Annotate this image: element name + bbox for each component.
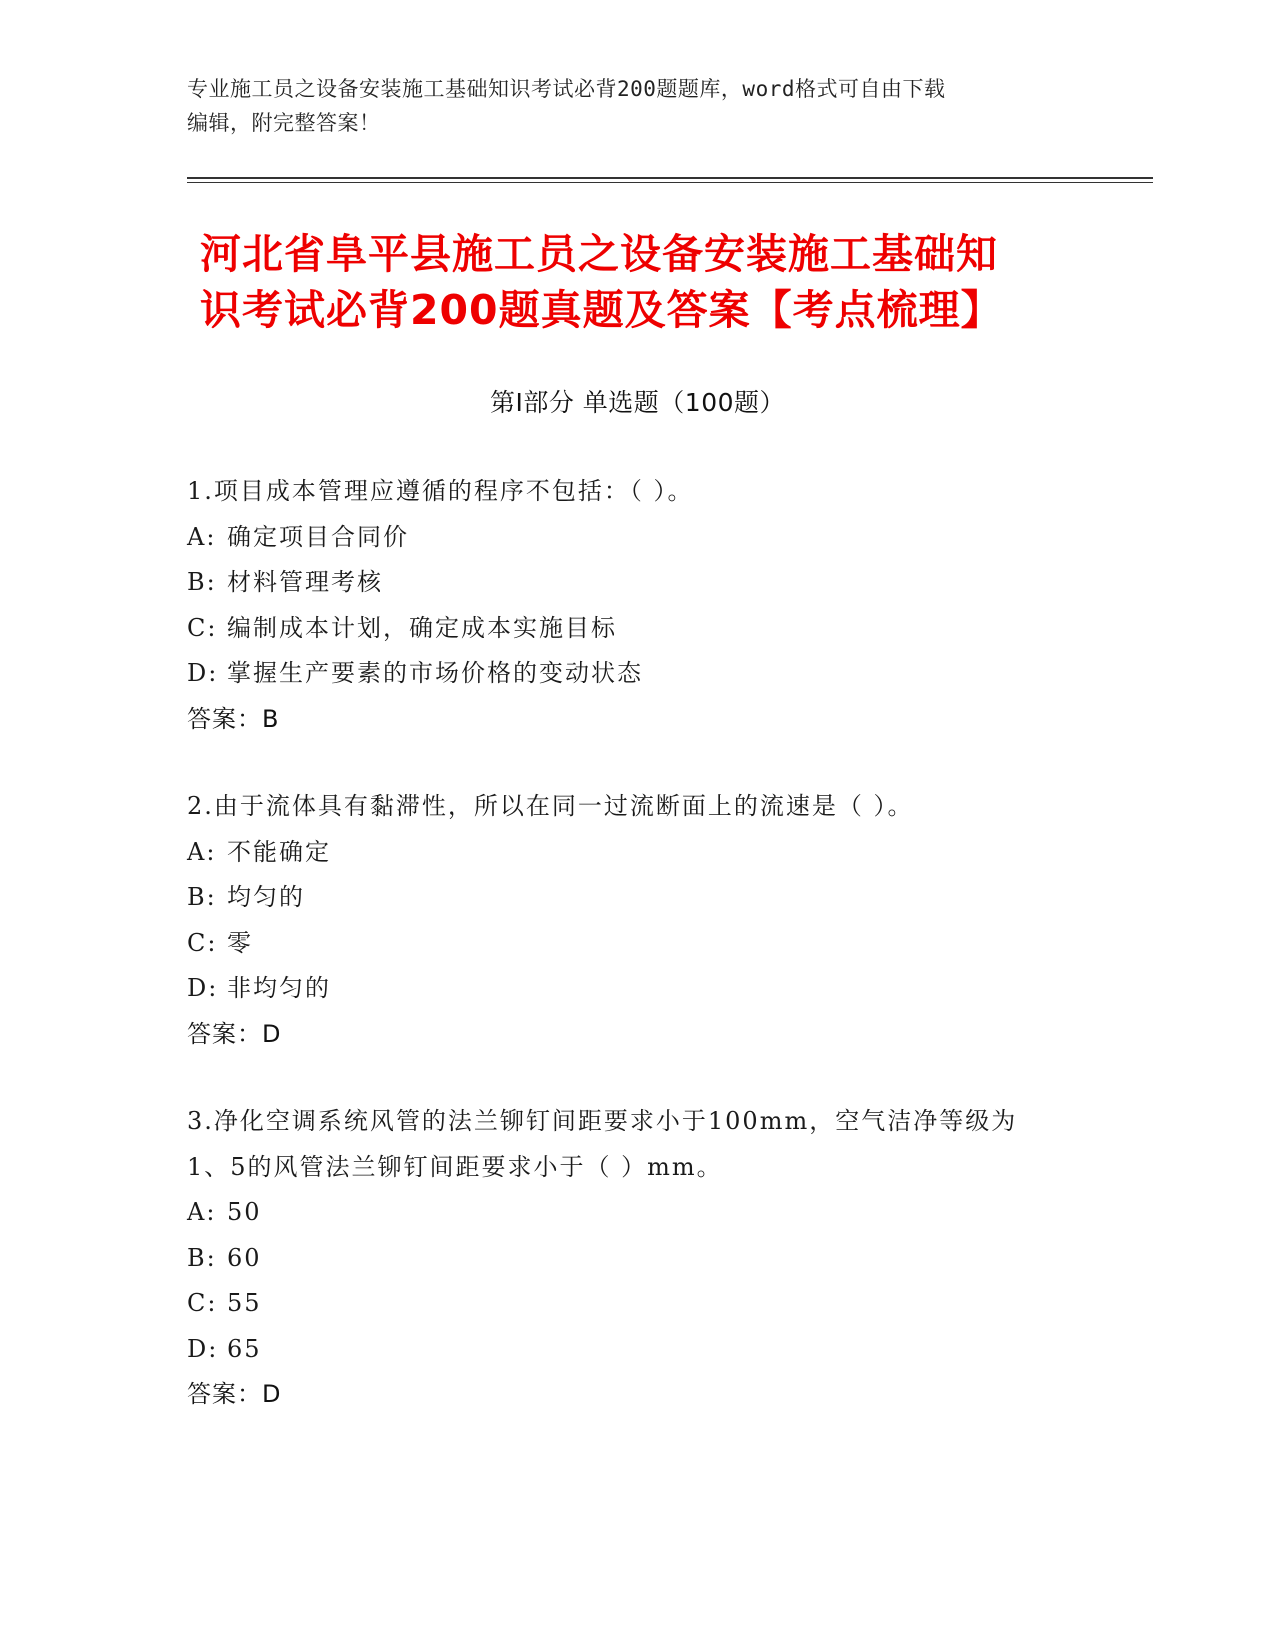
question-3 (187, 1099, 1087, 1418)
option-letter: C: (187, 928, 218, 957)
header-divider-thin (187, 182, 1153, 183)
header-divider-thick (187, 177, 1153, 179)
option-letter: D: (187, 974, 219, 1002)
document-title (200, 226, 1080, 338)
option-letter: B: (187, 883, 217, 911)
option-text: 零 (227, 928, 253, 957)
option-text: 非均匀的 (227, 974, 331, 1002)
option-text: 编制成本计划，确定成本实施目标 (227, 613, 617, 642)
option-text: 不能确定 (227, 837, 331, 866)
option-letter: C: (187, 613, 218, 642)
option-text: 确定项目合同价 (227, 522, 409, 551)
document-title-line-2: 识考试必背200题真题及答案【考点梳理】 (200, 286, 1003, 334)
option-letter: C: (187, 1289, 218, 1317)
header-note-line-2: 编辑，附完整答案！ (187, 111, 381, 135)
question-1 (187, 469, 1087, 742)
question-2-option-a (187, 830, 1087, 876)
header-note-line-1: 专业施工员之设备安装施工基础知识考试必背200题题库，word格式可自由下载 (187, 77, 946, 101)
option-text: 掌握生产要素的市场价格的变动状态 (227, 659, 643, 687)
question-2-answer: 答案：D (187, 1019, 282, 1048)
option-text: 55 (227, 1289, 262, 1317)
question-3-option-d (187, 1327, 1087, 1373)
option-letter: B: (187, 568, 217, 596)
option-text: 65 (227, 1334, 262, 1363)
question-3-option-a (187, 1190, 1087, 1236)
section-heading: 第Ⅰ部分 单选题（100题） (489, 388, 786, 417)
option-text: 材料管理考核 (227, 568, 383, 596)
question-2-text: 2.由于流体具有黏滞性，所以在同一过流断面上的流速是（ ）。 (187, 792, 914, 820)
question-1-option-a (187, 515, 1087, 561)
option-text: 均匀的 (227, 883, 305, 911)
question-3-option-b (187, 1236, 1087, 1282)
question-3-option-c (187, 1281, 1087, 1327)
option-letter: A: (187, 522, 217, 551)
question-2 (187, 784, 1087, 1057)
question-1-answer: 答案：B (187, 704, 280, 733)
option-text: 60 (227, 1243, 262, 1272)
question-3-answer: 答案：D (187, 1380, 282, 1408)
question-2-option-c (187, 921, 1087, 967)
option-letter: A: (187, 1198, 217, 1226)
option-letter: B: (187, 1243, 217, 1272)
question-1-option-b (187, 560, 1087, 606)
header-note (187, 72, 1087, 140)
question-2-option-d (187, 966, 1087, 1012)
option-letter: A: (187, 837, 217, 866)
question-1-option-d (187, 651, 1087, 697)
question-1-option-c (187, 606, 1087, 652)
question-3-text-line-2: 1、5的风管法兰铆钉间距要求小于（ ）mm。 (187, 1152, 723, 1181)
option-letter: D: (187, 1334, 219, 1363)
question-2-option-b (187, 875, 1087, 921)
question-3-text-line-1: 3.净化空调系统风管的法兰铆钉间距要求小于100mm，空气洁净等级为 (187, 1107, 1018, 1135)
document-title-line-1: 河北省阜平县施工员之设备安装施工基础知 (200, 230, 998, 278)
option-text: 50 (227, 1198, 262, 1226)
option-letter: D: (187, 659, 219, 687)
question-1-text: 1.项目成本管理应遵循的程序不包括：（ ）。 (187, 477, 694, 505)
